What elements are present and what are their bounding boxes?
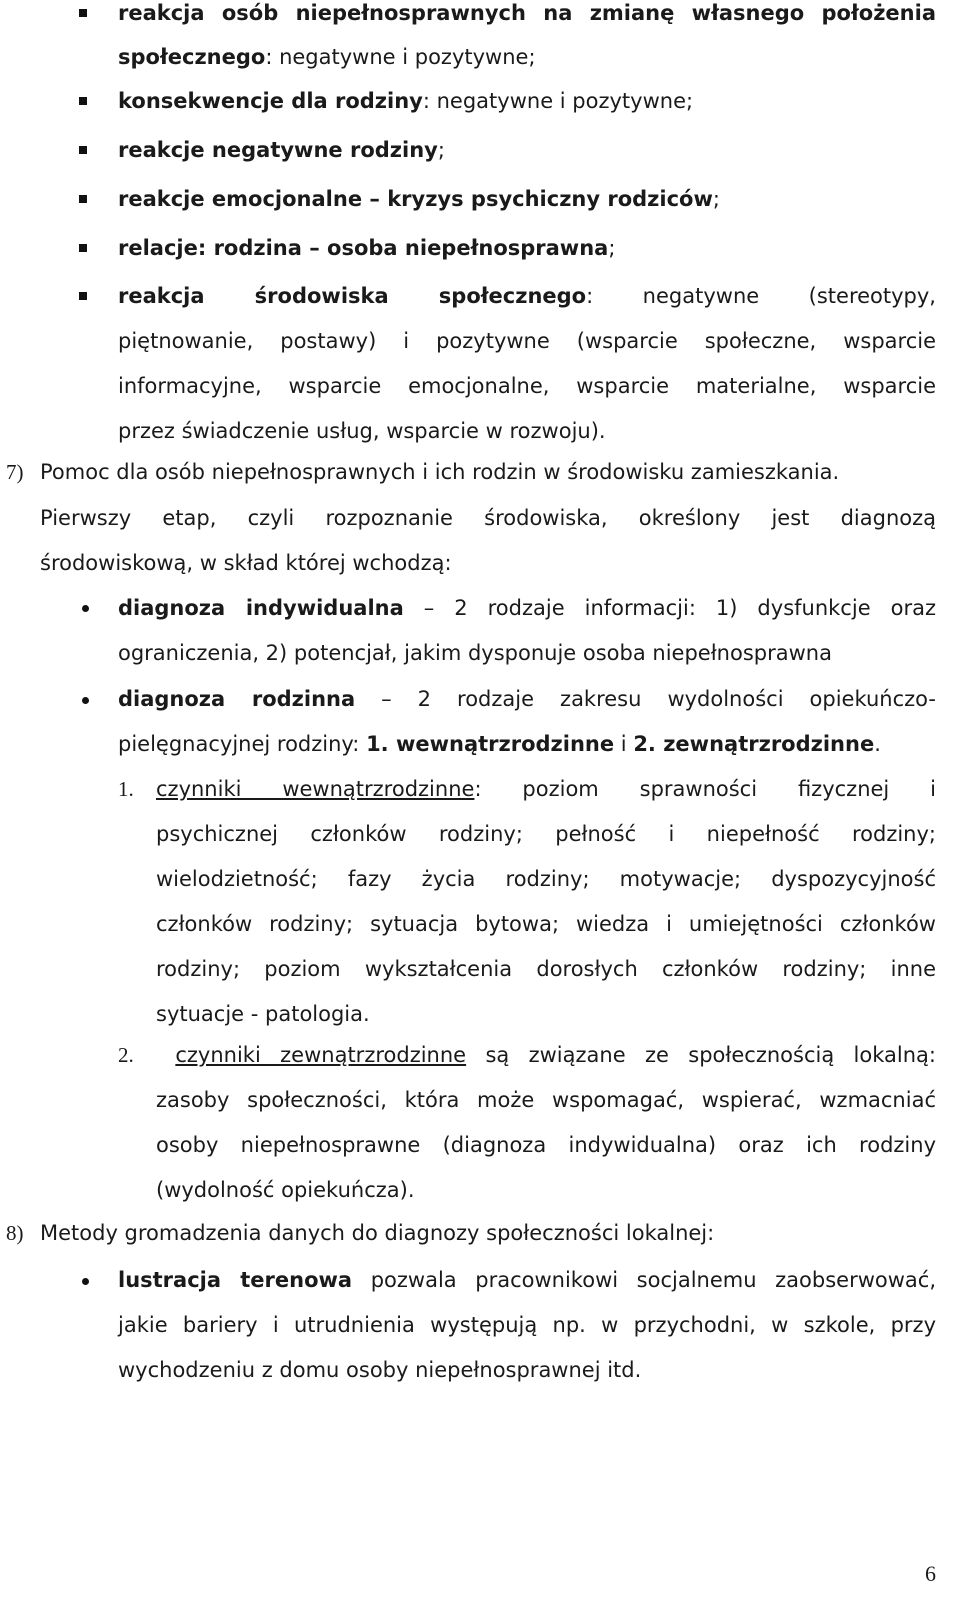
list-item: konsekwencje dla rodziny: negatywne i pozytywne;	[118, 89, 694, 113]
section-heading: Metody gromadzenia danych do diagnozy społeczności lokalnej:	[40, 1221, 715, 1245]
section-heading: Pomoc dla osób niepełnosprawnych i ich rodzin w środowisku zamieszkania.	[40, 460, 840, 484]
list-item: reakcje emocjonalne – kryzys psychiczny rodziców;	[118, 187, 720, 211]
bullet-icon	[82, 697, 89, 704]
list-item: reakcja osób niepełnosprawnych na zmianę własnego położenia	[118, 1, 936, 25]
square-bullet-icon	[79, 9, 87, 17]
factor-paragraph: czynniki zewnątrzrodzinne są związane ze społecznością lokalną: zasoby społeczności, która może wspomagać, wspierać, wzmacniać osoby niepełnosprawne (diagnoza indywidualna) oraz ich rodziny (wydolność opiekuńcza).	[156, 1043, 936, 1202]
list-item: lustracja terenowa pozwala pracownikowi socjalnemu zaobserwować, jakie bariery i utrudnienia występują np. w przychodni, w szkole, przy wychodzeniu z domu osoby niepełnosprawnej itd.	[118, 1268, 937, 1382]
section-marker: 7)	[6, 460, 24, 484]
list-item: diagnoza rodzinna – 2 rodzaje zakresu wydolności opiekuńczo- pielęgnacyjnej rodziny: 1. wewnątrzrodzinne i 2. zewnątrzrodzinne.	[118, 687, 936, 756]
list-item-continuation: społecznego: negatywne i pozytywne;	[118, 45, 536, 69]
list-item: diagnoza indywidualna – 2 rodzaje informacji: 1) dysfunkcje oraz ograniczenia, 2) potencjał, jakim dysponuje osoba niepełnosprawna	[118, 596, 936, 665]
list-item: reakcje negatywne rodziny;	[118, 138, 445, 162]
factor-paragraph: czynniki wewnątrzrodzinne: poziom sprawności fizycznej i psychicznej członków rodziny; pełność i niepełność rodziny; wielodzietność; fazy życia rodziny; motywacje; dyspozycyjność członków rodziny; sytuacja bytowa; wiedza i umiejętności członków rodziny; poziom wykształcenia dorosłych członków rodziny; inne sytuacje - patologia.	[156, 777, 936, 1026]
factor-marker: 2.	[118, 1043, 134, 1067]
page-number: 6	[925, 1561, 936, 1586]
square-bullet-icon	[79, 146, 87, 154]
square-bullet-icon	[79, 97, 87, 105]
bullet-icon	[82, 1278, 89, 1285]
intro-paragraph: Pierwszy etap, czyli rozpoznanie środowiska, określony jest diagnozą środowiskową, w skład której wchodzą:	[40, 506, 936, 575]
list-item: reakcja środowiska społecznego: negatywne (stereotypy, piętnowanie, postawy) i pozytywne (wsparcie społeczne, wsparcie informacyjne, wsparcie emocjonalne, wsparcie materialne, wsparcie przez świadczenie usług, wsparcie w rozwoju).	[118, 284, 936, 443]
section-marker: 8)	[6, 1221, 24, 1245]
list-item: relacje: rodzina – osoba niepełnosprawna;	[118, 236, 616, 260]
square-bullet-icon	[79, 292, 87, 300]
square-bullet-icon	[79, 244, 87, 252]
factor-marker: 1.	[118, 777, 134, 801]
bullet-icon	[82, 605, 89, 612]
square-bullet-icon	[79, 195, 87, 203]
